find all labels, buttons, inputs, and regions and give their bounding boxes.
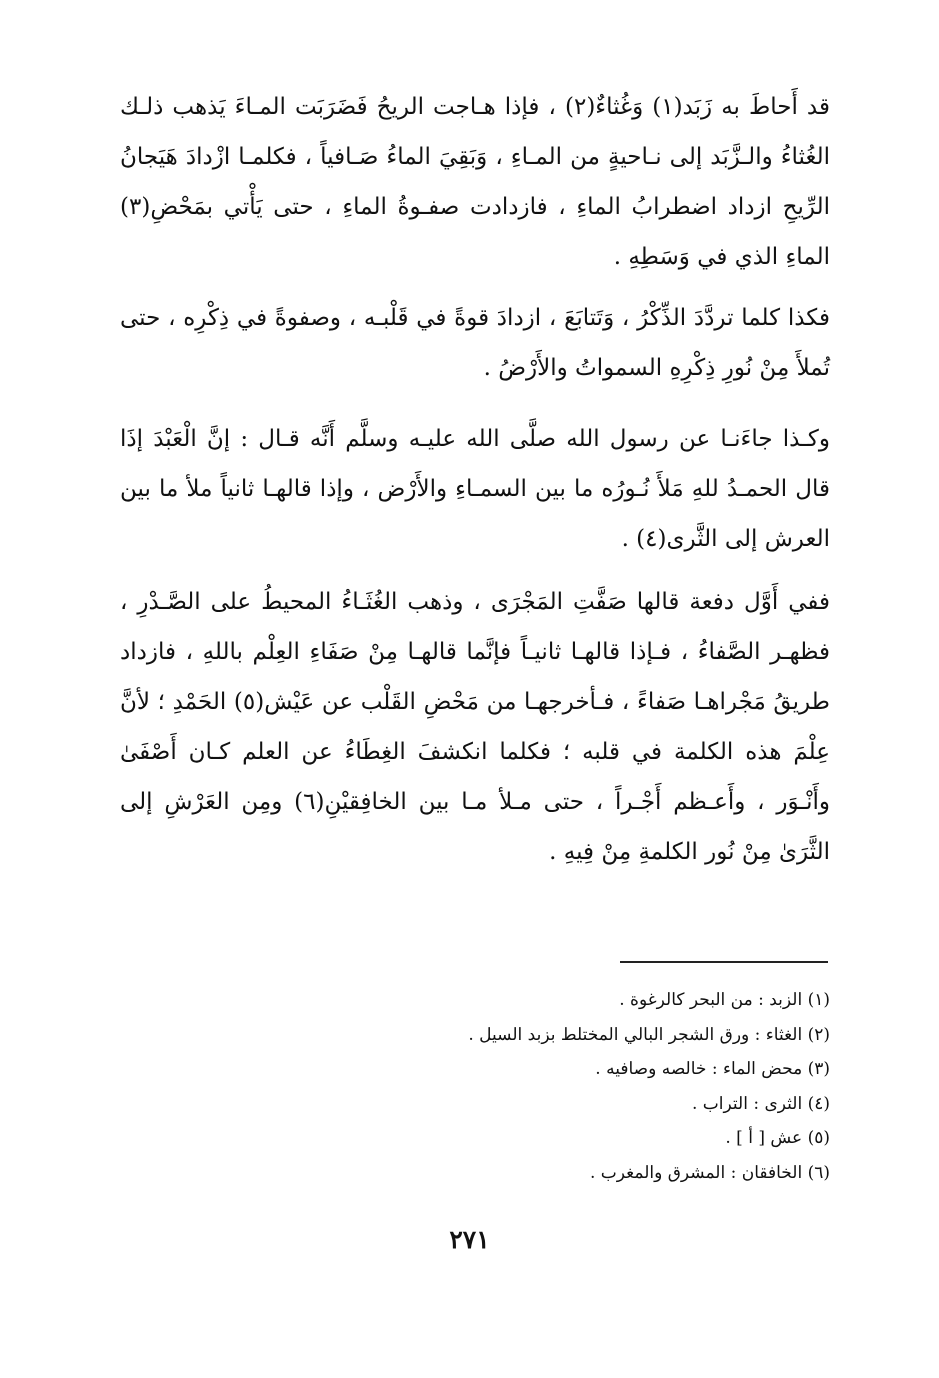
footnote-1: (١) الزبد : من البحر كالرغوة .: [619, 990, 830, 1010]
body-paragraph-3: وكـذا جاءَنـا عن رسول الله صلَّى الله عليـه وسلَّم أَنَّه قـال : إنَّ الْعَبْدَ إذَا قال الحمـدُ للهِ مَلأَ نُـورُه ما بين السمـاءِ والأَرْض ، وإذا قالهـا ثانياً ملأ ما بين العرش إلى الثَّرى(٤) .: [120, 426, 830, 552]
footnote-5: (٥) عش [ أ ] .: [725, 1128, 830, 1148]
footnote-3: (٣) محض الماء : خالصه وصافيه .: [595, 1059, 830, 1079]
page-number: ٢٧١: [449, 1225, 490, 1254]
footnote-6: (٦) الخافقان : المشرق والمغرب .: [589, 1162, 830, 1183]
footnote-4: (٤) الثرى : التراب .: [691, 1093, 830, 1114]
footnotes-list: [120, 983, 830, 1190]
body-paragraph-1: قد أَحاطَ به زَبَد(١) وَغُثاءٌ(٢) ، فإذا هـاجت الريحُ فَضَرَبَت المـاءَ يَذهب ذلـك الغُثاءُ والـزَّبَد إلى نـاحيةٍ من المـاءِ ، وَبَقِيَ الماءُ صَـافياً ، فكلمـا ازْدادَ هَيَجانُ الرِّيحِ ازداد اضطرابُ الماءِ ، فازدادت صفـوةُ الماءِ ، حتى يَأْتي بمَحْضِ(٣) الماءِ الذي في وَسَطِهِ .: [120, 94, 830, 270]
body-paragraph-4: ففي أَوَّل دفعة قالها صَفَّتِ المَجْرَى ، وذهب الغُثَـاءُ المحيطُ على الصَّـدْرِ ، فظهـر الصَّفاءُ ، فـإذا قالهـا ثانيـاً فإنَّما قالهـا مِنْ صَفَاءِ العِلْم باللهِ ، فازداد طريقُ مَجْراهـا صَفاءً ، فـأخرجهـا من مَحْضِ القَلْب عن عَيْش(٥) الحَمْدِ ؛ لأنَّ عِلْمَ هذه الكلمة في قلبه ؛ فكلما انكشفَ الغِطَاءُ عن العلم كـان أَصْفَىٰ وأَنْـوَر ، وأَعـظم أَجْـراً ، حتى مـلأ مـا بين الخافِقيْنِ(٦) ومِن العَرْشِ إلى الثَّرَىٰ مِنْ نُور الكلمةِ مِنْ فِيهِ .: [120, 589, 830, 865]
footnote-2: (٢) الغثاء : ورق الشجر البالي المختلط بزبد السيل .: [468, 1024, 830, 1045]
body-paragraph-2: فكذا كلما تردَّدَ الذِّكْرُ ، وَتَتابَعَ ، ازدادَ قوةً في قَلْبـه ، وصفوةً في ذِكْرِه ، حتى تُملأَ مِنْ نُورِ ذِكْرِهِ السمواتُ والأَرْضُ .: [120, 305, 830, 381]
footnote-separator: [620, 961, 828, 963]
